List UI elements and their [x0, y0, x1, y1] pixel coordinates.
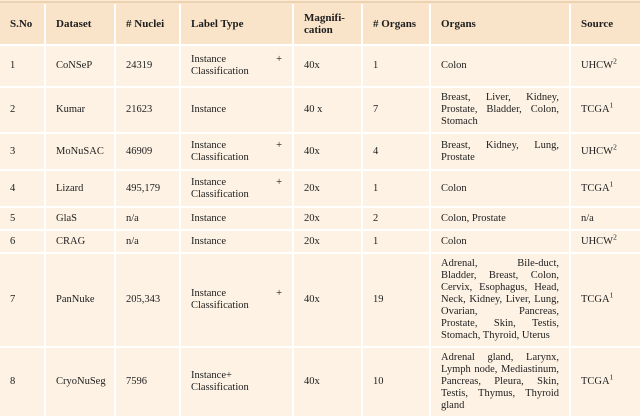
cell-sno: 1: [0, 45, 45, 87]
cell-label-type: Instance: [180, 87, 293, 133]
col-header-magnification: Magnifi-cation: [293, 4, 362, 45]
source-footnote-ref: 1: [609, 290, 614, 300]
cell-label-type: Instance + Classification: [180, 253, 293, 347]
cell-magnification: 40 x: [293, 87, 362, 133]
cell-num-organs: 4: [362, 133, 430, 170]
datasets-table: [0, 4, 640, 416]
table-row: [0, 253, 640, 347]
source-text: TCGA: [581, 182, 610, 194]
source-text: UHCW: [581, 60, 614, 71]
header-row: [0, 4, 640, 45]
col-header-num-organs: # Organs: [362, 4, 430, 45]
cell-nuclei: 46909: [115, 133, 180, 170]
cell-label-type: Instance + Classification: [180, 45, 293, 87]
cell-num-organs: 7: [362, 87, 430, 133]
cell-nuclei: n/a: [115, 230, 180, 253]
source-text: TCGA: [581, 104, 610, 115]
cell-label-type: Instance+ Classification: [180, 347, 293, 416]
cell-sno: 5: [0, 207, 45, 230]
cell-num-organs: 1: [362, 45, 430, 87]
cell-label-type: Instance + Classification: [180, 170, 293, 207]
source-footnote-ref: 2: [613, 142, 617, 151]
cell-dataset: GlaS: [45, 207, 115, 230]
cell-sno: 8: [0, 347, 45, 416]
cell-num-organs: 1: [362, 170, 430, 207]
cell-source: [570, 347, 640, 416]
cell-num-organs: 2: [362, 207, 430, 230]
cell-magnification: 20x: [293, 230, 362, 253]
source-text: TCGA: [581, 376, 610, 387]
col-header-label-type: Label Type: [180, 4, 293, 45]
source-footnote-ref: 2: [613, 232, 617, 241]
cell-source: [570, 253, 640, 347]
cell-dataset: Kumar: [45, 87, 115, 133]
source-footnote-ref: 1: [609, 179, 614, 188]
cell-label-type: Instance: [180, 207, 293, 230]
cell-num-organs: 19: [362, 253, 430, 347]
col-header-sno: S.No: [0, 4, 45, 45]
cell-source: [570, 133, 640, 170]
cell-magnification: 40x: [293, 133, 362, 170]
cell-sno: 2: [0, 87, 45, 133]
source-footnote-ref: 1: [609, 372, 614, 382]
cell-source: [570, 207, 640, 230]
cell-dataset: CRAG: [45, 230, 115, 253]
cell-source: [570, 87, 640, 133]
source-text: n/a: [581, 212, 594, 224]
col-header-source: Source: [570, 4, 640, 45]
cell-magnification: 40x: [293, 347, 362, 416]
cell-organs: Colon: [430, 170, 570, 207]
cell-nuclei: 7596: [115, 347, 180, 416]
cell-organs: Breast, Liver, Kidney, Prostate, Bladder, Colon, Stomach: [430, 87, 570, 133]
table-row: [0, 347, 640, 416]
cell-magnification: 40x: [293, 45, 362, 87]
cell-dataset: Lizard: [45, 170, 115, 207]
cell-nuclei: 495,179: [115, 170, 180, 207]
cell-num-organs: 1: [362, 230, 430, 253]
col-header-nuclei: # Nuclei: [115, 4, 180, 45]
cell-magnification: 20x: [293, 207, 362, 230]
cell-source: [570, 230, 640, 253]
cell-organs: Adrenal, Bile-duct, Bladder, Breast, Colon, Cervix, Esophagus, Head, Neck, Kidney, Liver, Lung, Ovarian, Pancreas, Prostate, Skin, Testis, Stomach, Thyroid, Uterus: [430, 253, 570, 347]
cell-organs: Breast, Kidney, Lung, Prostate: [430, 133, 570, 170]
source-text: UHCW: [581, 145, 614, 157]
source-text: UHCW: [581, 235, 614, 247]
col-header-dataset: Dataset: [45, 4, 115, 45]
cell-dataset: CoNSeP: [45, 45, 115, 87]
cell-nuclei: 21623: [115, 87, 180, 133]
cell-sno: 7: [0, 253, 45, 347]
cell-dataset: PanNuke: [45, 253, 115, 347]
cell-dataset: CryoNuSeg: [45, 347, 115, 416]
cell-sno: 6: [0, 230, 45, 253]
cell-organs: Colon: [430, 230, 570, 253]
cell-sno: 3: [0, 133, 45, 170]
cell-organs: Adrenal gland, Larynx, Lymph node, Mediastinum, Pancreas, Pleura, Skin, Testis, Thymus, Thyroid gland: [430, 347, 570, 416]
cell-num-organs: 10: [362, 347, 430, 416]
table-row: [0, 230, 640, 253]
source-footnote-ref: 1: [609, 100, 614, 110]
cell-nuclei: 205,343: [115, 253, 180, 347]
cell-magnification: 40x: [293, 253, 362, 347]
source-footnote-ref: 2: [613, 56, 617, 66]
cell-organs: Colon: [430, 45, 570, 87]
cell-source: [570, 45, 640, 87]
col-header-organs: Organs: [430, 4, 570, 45]
source-text: TCGA: [581, 294, 610, 305]
table-row: [0, 87, 640, 133]
cell-nuclei: 24319: [115, 45, 180, 87]
table-row: [0, 133, 640, 170]
cell-sno: 4: [0, 170, 45, 207]
table-row: [0, 170, 640, 207]
cell-label-type: Instance: [180, 230, 293, 253]
cell-magnification: 20x: [293, 170, 362, 207]
cell-nuclei: n/a: [115, 207, 180, 230]
cell-dataset: MoNuSAC: [45, 133, 115, 170]
cell-label-type: Instance + Classification: [180, 133, 293, 170]
cell-organs: Colon, Prostate: [430, 207, 570, 230]
table-row: [0, 207, 640, 230]
table-row: [0, 45, 640, 87]
cell-source: [570, 170, 640, 207]
